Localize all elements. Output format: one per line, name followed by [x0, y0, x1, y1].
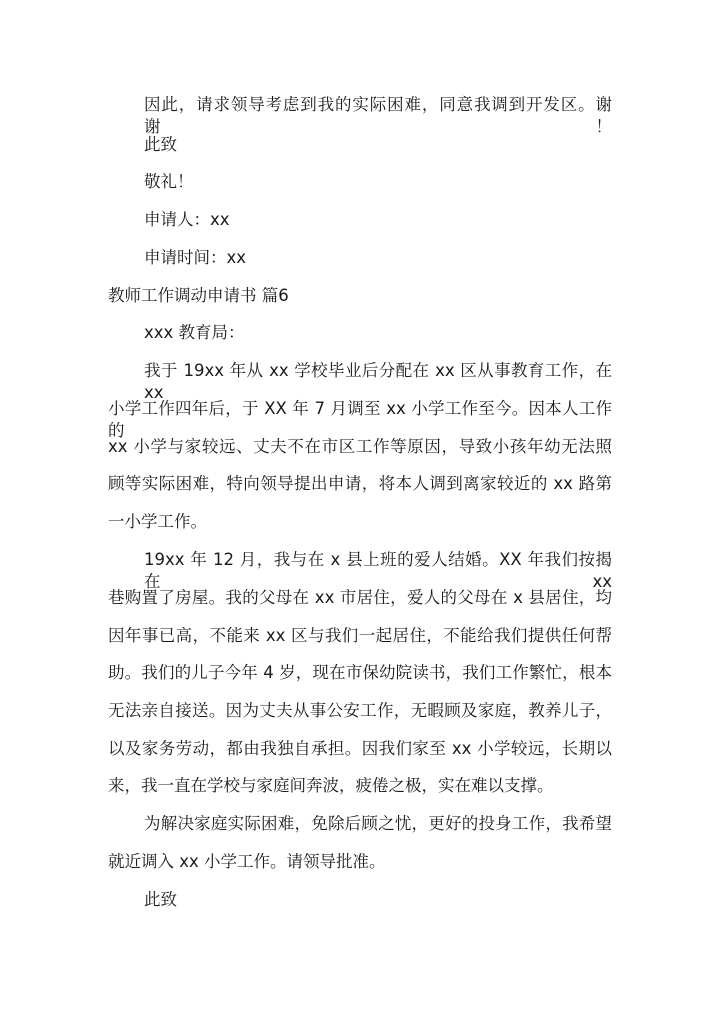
text-line: 申请时间：xx: [144, 248, 247, 267]
text-line: xxx 教育局：: [144, 323, 245, 342]
text-line: 一小学工作。: [108, 512, 207, 531]
text-line: 此致: [144, 135, 177, 154]
text-line: 巷购置了房屋。我的父母在 xx 市居住，爱人的父母在 x 县居住，均: [108, 588, 612, 607]
text-line: 顾等实际困难，特向领导提出申请，将本人调到离家较近的 xx 路第: [108, 474, 612, 493]
text-line: 敬礼！: [144, 172, 194, 191]
text-line: 小学工作四年后，于 XX 年 7 月调至 xx 小学工作至今。因本人工作的: [108, 399, 612, 440]
text-line: 来，我一直在学校与家庭间奔波，疲倦之极，实在难以支撑。: [108, 776, 554, 795]
text-line: 申请人：xx: [144, 210, 230, 229]
text-line: 就近调入 xx 小学工作。请领导批准。: [108, 852, 386, 871]
text-line: 助。我们的儿子今年 4 岁，现在市保幼院读书，我们工作繁忙，根本: [108, 663, 612, 682]
text-line: 为解决家庭实际困难，免除后顾之忧，更好的投身工作，我希望: [144, 814, 612, 833]
text-line: 因年事已高，不能来 xx 区与我们一起居住，不能给我们提供任何帮: [108, 626, 612, 645]
section-heading: 教师工作调动申请书 篇6: [108, 286, 289, 305]
text-line: 无法亲自接送。因为丈夫从事公安工作，无暇顾及家庭，教养儿子，: [108, 701, 612, 720]
text-line: 此致: [144, 890, 177, 909]
text-line: xx 小学与家较远、丈夫不在市区工作等原因，导致小孩年幼无法照: [108, 437, 612, 456]
text-line: 因此，请求领导考虑到我的实际困难，同意我调到开发区。谢谢！: [144, 95, 612, 136]
text-line: 我于 19xx 年从 xx 学校毕业后分配在 xx 区从事教育工作，在 xx: [144, 361, 612, 402]
text-line: 以及家务劳动，都由我独自承担。因我们家至 xx 小学较远，长期以: [108, 739, 612, 758]
text-line: 19xx 年 12 月，我与在 x 县上班的爱人结婚。XX 年我们按揭在 xx: [144, 550, 612, 591]
